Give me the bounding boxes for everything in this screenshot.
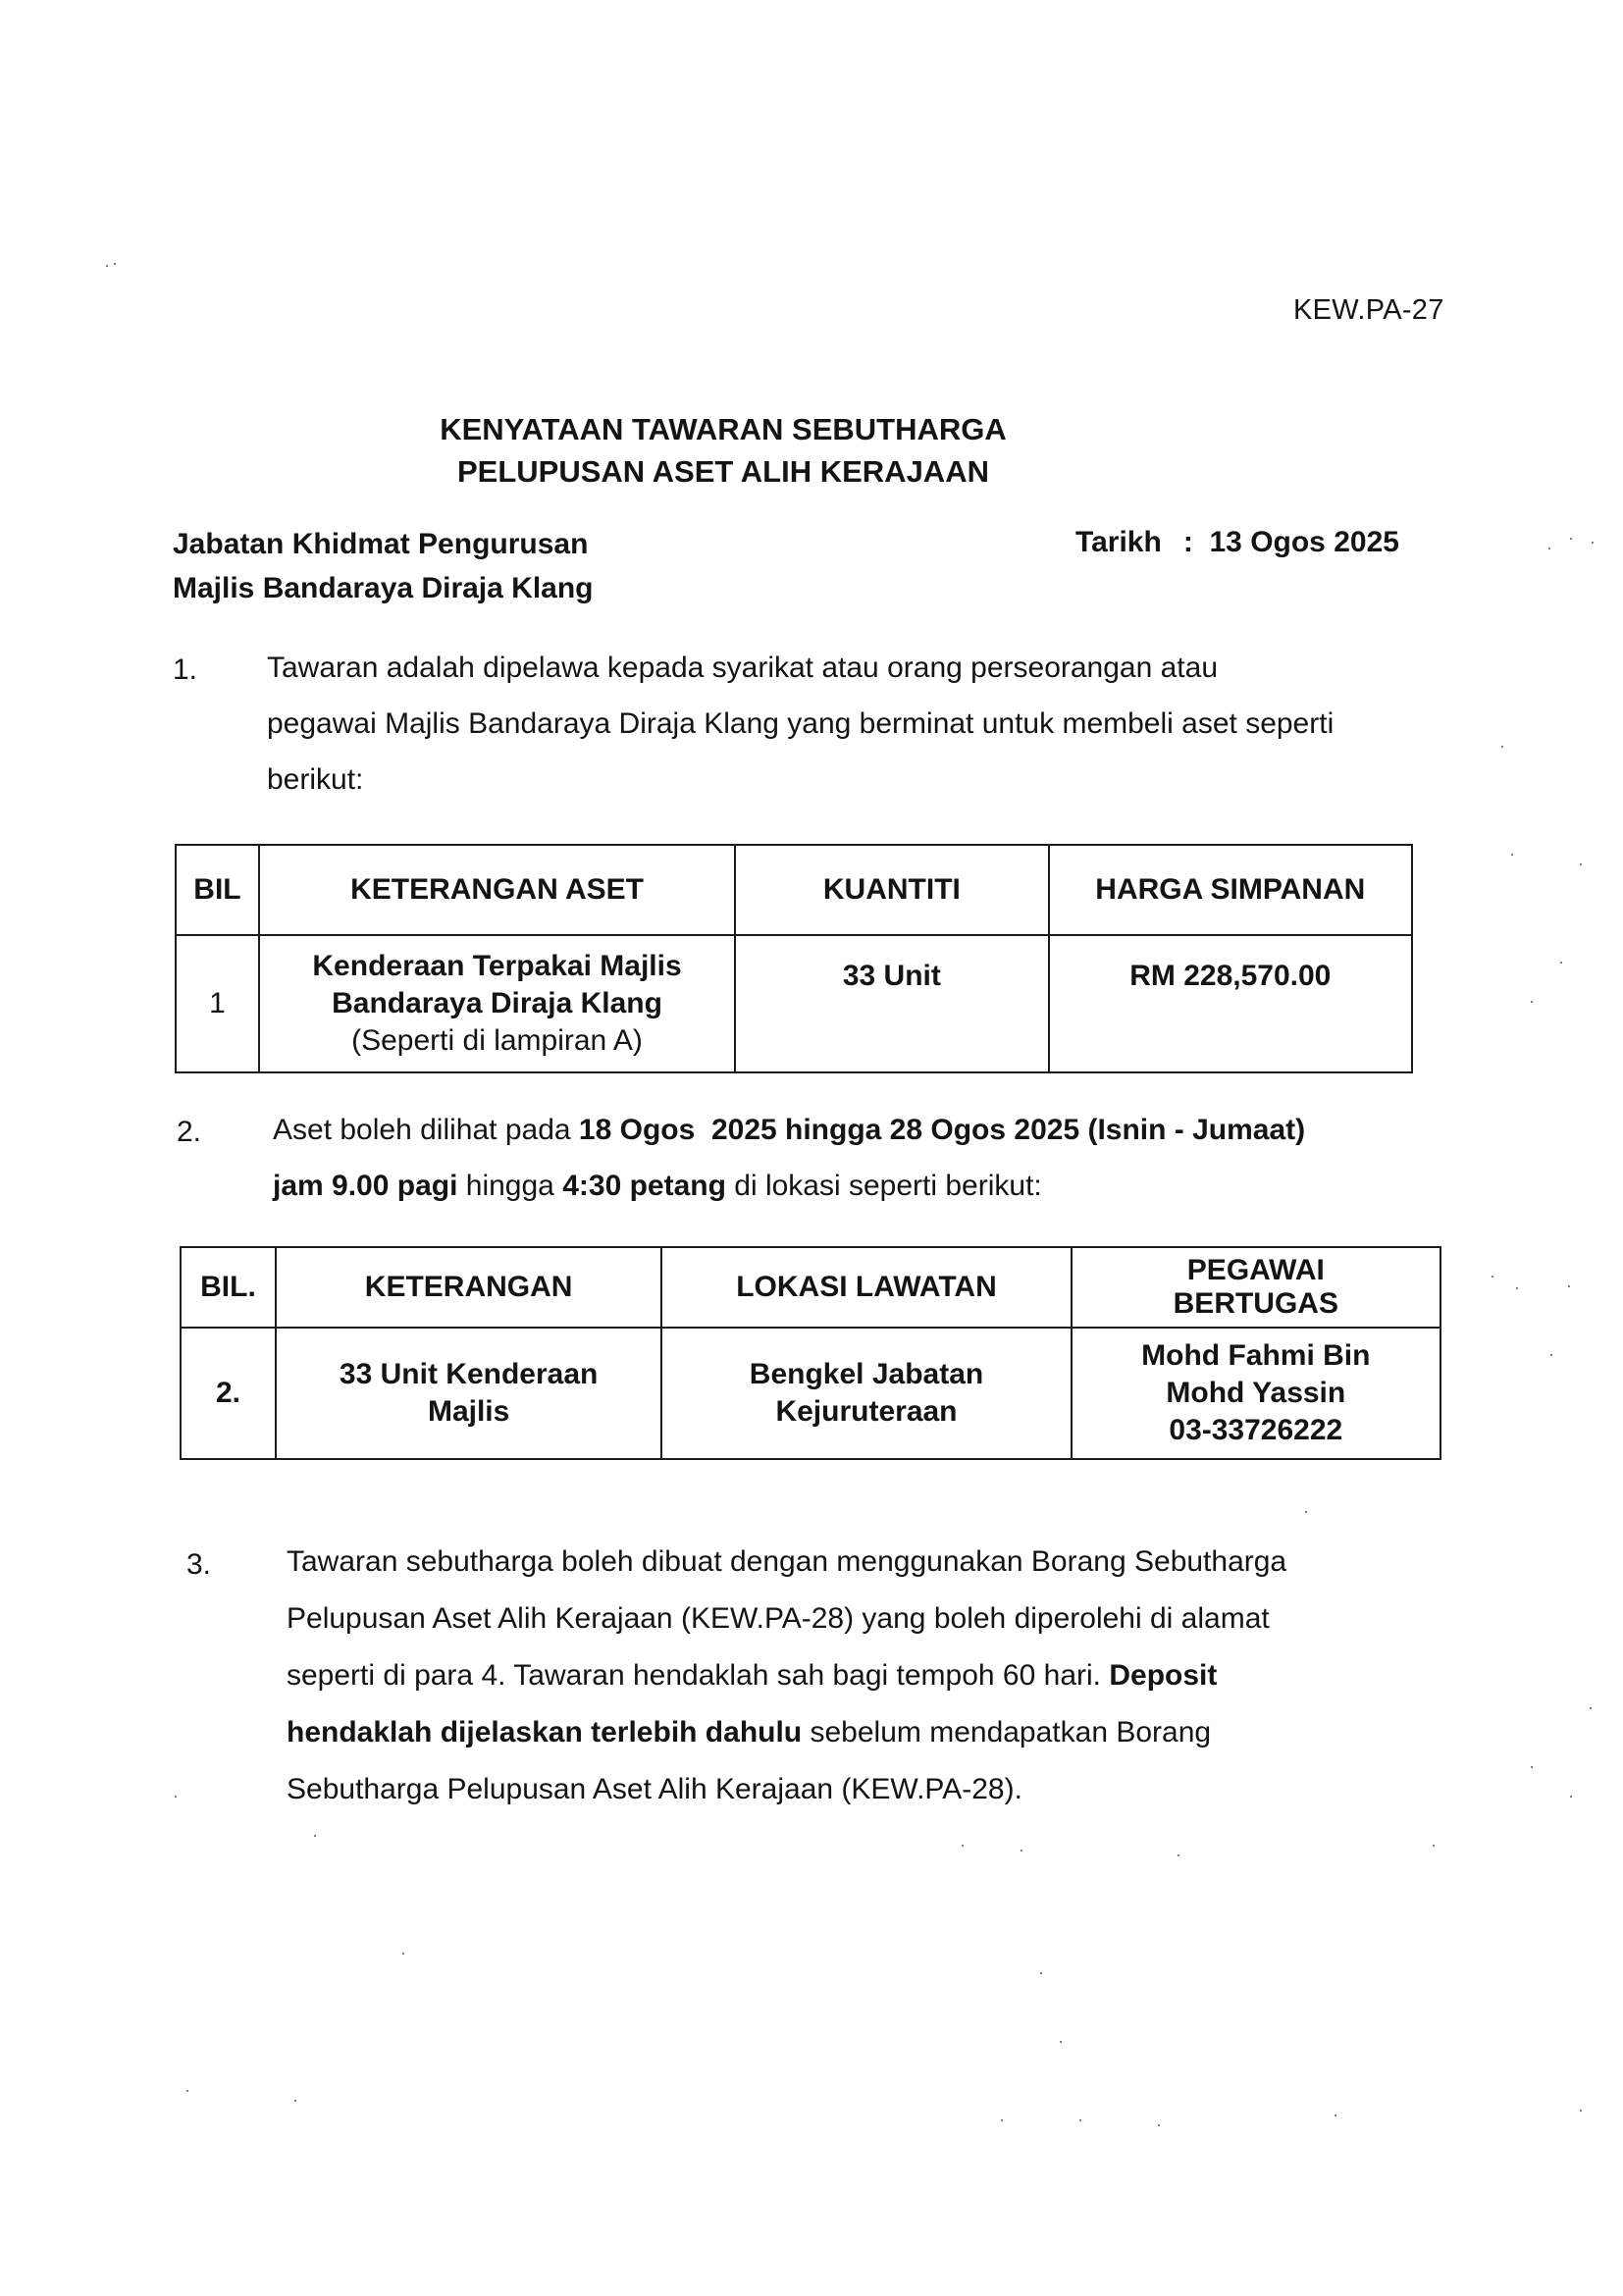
visit-row-description bbox=[276, 1328, 661, 1459]
section3-line1: Tawaran sebutharga boleh dibuat dengan menggunakan Borang Sebutharga bbox=[287, 1545, 1287, 1578]
visit-desc-line1: 33 Unit Kenderaan bbox=[339, 1358, 599, 1390]
section1-text bbox=[267, 640, 1444, 808]
asset-header-keterangan: KETERANGAN ASET bbox=[259, 845, 735, 935]
document-title-line2: PELUPUSAN ASET ALIH KERAJAAN bbox=[457, 454, 989, 489]
visit-row-location bbox=[661, 1328, 1071, 1459]
visit-header-pegawai bbox=[1072, 1247, 1440, 1328]
asset-row-price: RM 228,570.00 bbox=[1049, 935, 1412, 1072]
visit-loc-line2: Kejuruteraan bbox=[775, 1395, 958, 1428]
section2-text bbox=[273, 1102, 1460, 1214]
asset-header-harga: HARGA SIMPANAN bbox=[1049, 845, 1412, 935]
visit-table-header-row bbox=[181, 1247, 1440, 1328]
section3-line2: Pelupusan Aset Alih Kerajaan (KEW.PA-28) yang boleh diperolehi di alamat bbox=[287, 1602, 1270, 1635]
section3-line4 bbox=[287, 1704, 1448, 1761]
visit-table bbox=[180, 1246, 1441, 1460]
section3-line3 bbox=[287, 1647, 1448, 1704]
date-label: Tarikh bbox=[1075, 526, 1162, 558]
section2-time-end: 4:30 petang bbox=[562, 1170, 726, 1202]
section1-line3: berikut: bbox=[267, 763, 364, 796]
section1-number: 1. bbox=[173, 653, 198, 686]
asset-header-bil: BIL bbox=[176, 845, 259, 935]
asset-table-row bbox=[176, 935, 1412, 1072]
asset-row-description bbox=[259, 935, 735, 1072]
section3-deposit-clause: hendaklah dijelaskan terlebih dahulu bbox=[287, 1716, 803, 1748]
section1-line2: pegawai Majlis Bandaraya Diraja Klang yang berminat untuk membeli aset seperti bbox=[267, 707, 1335, 740]
visit-row-bil: 2. bbox=[181, 1328, 276, 1459]
section3-line5: Sebutharga Pelupusan Aset Alih Kerajaan (KEW.PA-28). bbox=[287, 1773, 1022, 1805]
document-title-line1: KENYATAAN TAWARAN SEBUTHARGA bbox=[440, 412, 1007, 446]
visit-loc-line1: Bengkel Jabatan bbox=[749, 1358, 984, 1390]
visit-table-row bbox=[181, 1328, 1440, 1459]
asset-table bbox=[175, 844, 1413, 1073]
section3-text bbox=[287, 1534, 1448, 1818]
section2-text-a: Aset boleh dilihat pada bbox=[273, 1114, 579, 1146]
section2-dates: 18 Ogos 2025 hingga 28 Ogos 2025 (Isnin - Jumaat) bbox=[578, 1114, 1306, 1146]
section2-line1 bbox=[273, 1102, 1460, 1158]
section3-number: 3. bbox=[186, 1548, 212, 1581]
section2-number: 2. bbox=[177, 1116, 202, 1148]
section2-line2 bbox=[273, 1158, 1460, 1214]
date-value: 13 Ogos 2025 bbox=[1209, 526, 1399, 558]
visit-header-lokasi: LOKASI LAWATAN bbox=[661, 1247, 1071, 1328]
visit-header-keterangan: KETERANGAN bbox=[276, 1247, 661, 1328]
visit-desc-line2: Majlis bbox=[427, 1395, 510, 1428]
asset-row-bil: 1 bbox=[176, 935, 259, 1072]
visit-officer-line2: Mohd Yassin bbox=[1166, 1377, 1346, 1409]
section2-time-start: jam 9.00 pagi bbox=[273, 1170, 458, 1202]
department-line1: Jabatan Khidmat Pengurusan bbox=[173, 528, 589, 560]
visit-header-bil: BIL. bbox=[181, 1247, 276, 1328]
asset-desc-line1: Kenderaan Terpakai Majlis bbox=[312, 950, 682, 982]
asset-desc-line3: (Seperti di lampiran A) bbox=[351, 1024, 643, 1057]
section3-line4-b: sebelum mendapatkan Borang bbox=[802, 1716, 1212, 1748]
date-block bbox=[1075, 526, 1399, 559]
section2-text-c: di lokasi seperti berikut: bbox=[725, 1170, 1042, 1202]
section1-line1: Tawaran adalah dipelawa kepada syarikat atau orang perseorangan atau bbox=[267, 652, 1219, 684]
visit-officer-phone: 03-33726222 bbox=[1169, 1414, 1343, 1446]
section3-deposit: Deposit bbox=[1109, 1659, 1218, 1692]
section2-text-b: hingga bbox=[457, 1170, 563, 1202]
visit-officer-line1: Mohd Fahmi Bin bbox=[1141, 1339, 1371, 1372]
visit-header-pegawai-line1: PEGAWAI bbox=[1186, 1254, 1325, 1286]
date-separator: : bbox=[1182, 526, 1193, 558]
form-code: KEW.PA-27 bbox=[1293, 294, 1444, 326]
asset-desc-line2: Bandaraya Diraja Klang bbox=[332, 987, 662, 1019]
department-line2: Majlis Bandaraya Diraja Klang bbox=[173, 572, 594, 604]
asset-table-header-row bbox=[176, 845, 1412, 935]
asset-row-quantity: 33 Unit bbox=[735, 935, 1048, 1072]
asset-header-kuantiti: KUANTITI bbox=[735, 845, 1048, 935]
visit-row-officer bbox=[1072, 1328, 1440, 1459]
section3-line3-a: seperti di para 4. Tawaran hendaklah sah bagi tempoh 60 hari. bbox=[287, 1659, 1110, 1692]
visit-header-pegawai-line2: BERTUGAS bbox=[1173, 1287, 1338, 1320]
